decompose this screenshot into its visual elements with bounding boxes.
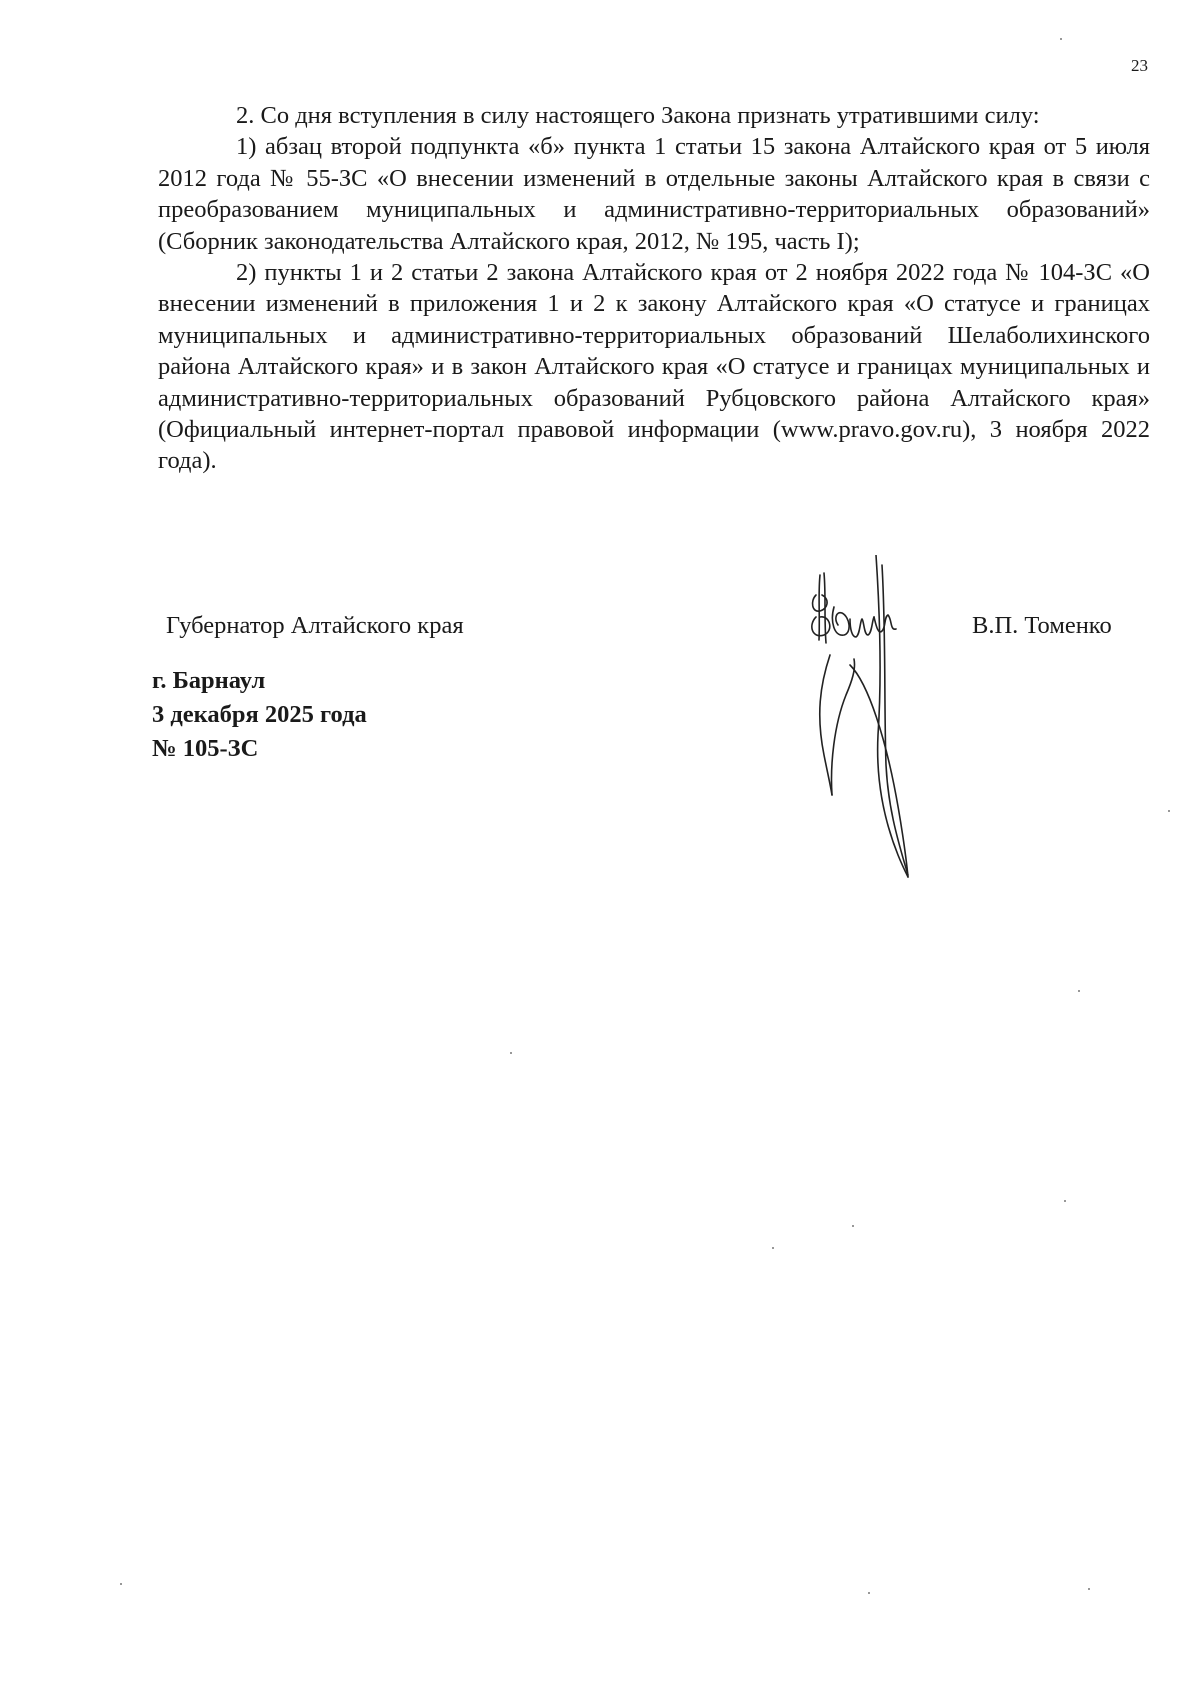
signer-name: В.П. Томенко <box>972 612 1112 639</box>
law-text <box>158 100 1150 477</box>
handwritten-signature <box>790 555 970 895</box>
signer-position: Губернатор Алтайского края <box>166 612 464 639</box>
issue-date: 3 декабря 2025 года <box>152 701 367 728</box>
issue-number: № 105-ЗС <box>152 735 259 762</box>
paragraph-repeal-item-2: 2) пункты 1 и 2 статьи 2 закона Алтайского края от 2 ноября 2022 года № 104-ЗС «О внесении изменений в приложения 1 и 2 к закону Алтайского края «О статусе и границах муниципальных и административно-территориальных образований Шелаболихинского района Алтайского края» и в закон Алтайского края «О статусе и границах муниципальных и административно-территориальных образований Рубцовского района Алтайского края» (Официальный интернет-портал правовой информации (www.pravo.gov.ru), 3 ноября 2022 года). <box>158 259 1150 475</box>
scan-speck <box>1078 990 1080 992</box>
scan-speck <box>772 1247 774 1249</box>
page-number: 23 <box>1131 56 1148 75</box>
issue-details <box>152 664 367 766</box>
scan-speck <box>1064 1200 1066 1202</box>
scan-speck <box>852 1225 854 1227</box>
scan-speck <box>120 1583 122 1585</box>
scan-speck <box>510 1052 512 1054</box>
scan-speck <box>1168 810 1170 812</box>
paragraph-repeal-item-1: 1) абзац второй подпункта «б» пункта 1 статьи 15 закона Алтайского края от 5 июля 2012 года № 55-ЗС «О внесении изменений в отдельные законы Алтайского края в связи с преобразованием муниципальных и административно-территориальных образований» (Сборник законодательства Алтайского края, 2012, № 195, часть I); <box>158 133 1150 255</box>
scan-speck <box>868 1592 870 1594</box>
scan-speck <box>1088 1588 1090 1590</box>
scan-speck <box>1060 38 1062 40</box>
issue-city: г. Барнаул <box>152 667 266 694</box>
paragraph-repeal-intro: 2. Со дня вступления в силу настоящего Закона признать утратившими силу: <box>236 102 1040 129</box>
